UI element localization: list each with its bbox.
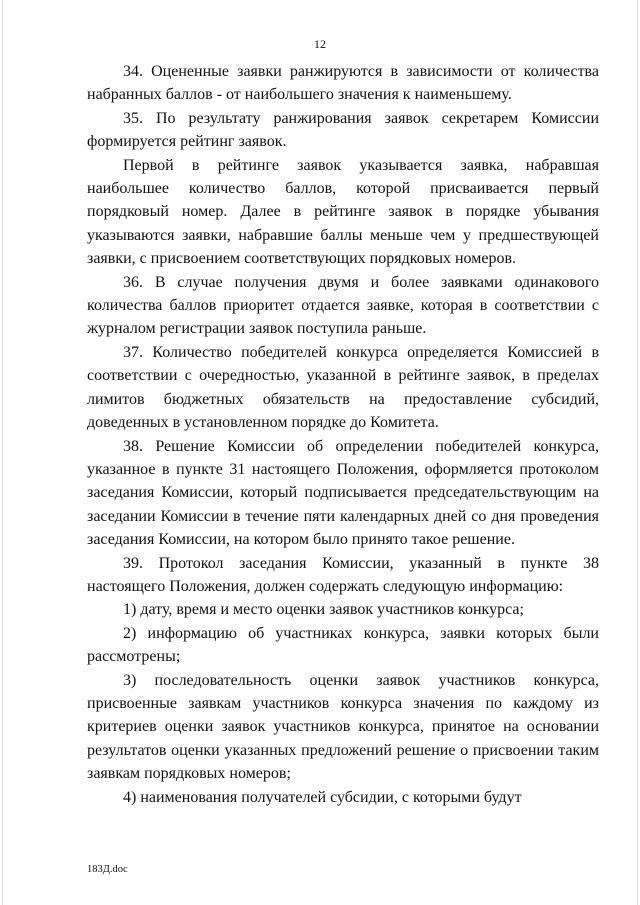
paragraph-38: 38. Решение Комиссии об определении победителей конкурса, указанное в пункте 31 настоящего Положения, оформляется протоколом заседания Комиссии, который подписывается председательствующим на заседании Комиссии в течение пяти календарных дней со дня проведения заседания Комиссии, на котором было принято такое решение. xyxy=(87,437,599,549)
list-item-3: 3) последовательность оценки заявок участников конкурса, присвоенные заявкам участников конкурса значения по каждому из критериев оценки заявок участников конкурса, принятое на основании результатов оценки указанных предложений решение о присвоении таким заявкам порядковых номеров; xyxy=(87,671,599,783)
page-number: 12 xyxy=(314,37,326,51)
paragraph-ranking-order: Первой в рейтинге заявок указывается заявка, набравшая наибольшее количество баллов, которой присваивается первый порядковый номер. Далее в рейтинге заявок в порядке убывания указываются заявки, набравшие баллы меньше чем у предшествующей заявки, с присвоением соответствующих порядковых номеров. xyxy=(87,156,599,268)
list-item-1: 1) дату, время и место оценки заявок участников конкурса; xyxy=(123,601,524,619)
paragraph-36: 36. В случае получения двумя и более заявками одинакового количества баллов приоритет отдается заявке, которая в соответствии с журналом регистрации заявок поступила раньше. xyxy=(87,273,599,338)
document-body xyxy=(87,60,599,809)
paragraph-37: 37. Количество победителей конкурса определяется Комиссией в соответствии с очередностью, указанной в рейтинге заявок, в пределах лимитов бюджетных обязательств на предоставление субсидий, доведенных в установленном порядке до Комитета. xyxy=(87,343,599,432)
footer-filename: 183Д.doc xyxy=(87,864,128,875)
list-item-4: 4) наименования получателей субсидии, с которыми будут xyxy=(123,788,522,806)
page-left-edge xyxy=(2,0,3,905)
paragraph-35: 35. По результату ранжирования заявок секретарем Комиссии формируется рейтинг заявок. xyxy=(87,109,599,151)
list-item-2: 2) информацию об участниках конкурса, заявки которых были рассмотрены; xyxy=(87,624,599,666)
paragraph-34: 34. Оцененные заявки ранжируются в зависимости от количества набранных баллов - от наибольшего значения к наименьшему. xyxy=(87,63,599,104)
paragraph-39: 39. Протокол заседания Комиссии, указанный в пункте 38 настоящего Положения, должен содержать следующую информацию: xyxy=(87,554,599,595)
page-right-edge xyxy=(637,0,638,905)
